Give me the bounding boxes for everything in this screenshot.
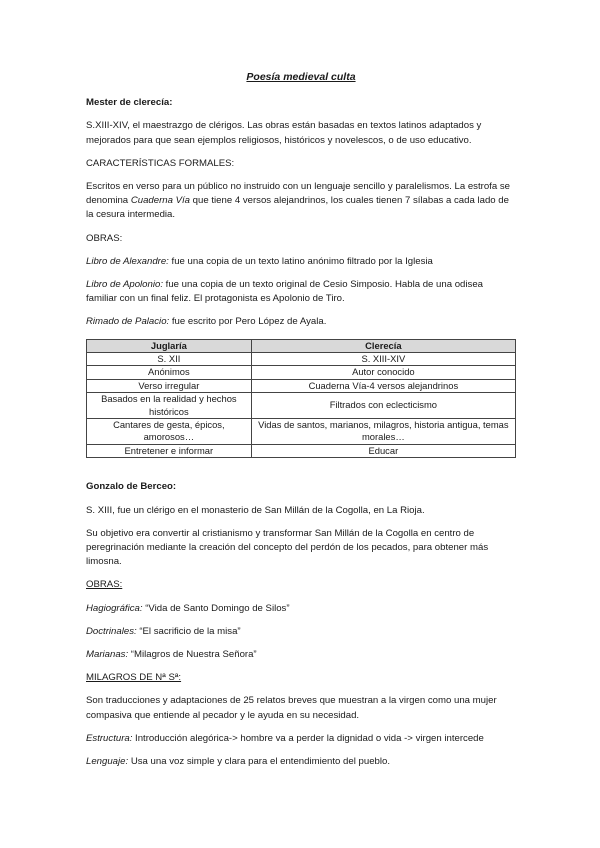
lenguaje-paragraph bbox=[86, 755, 516, 769]
berceo-obra-title: Hagiográfica: bbox=[86, 602, 143, 614]
obra-item bbox=[86, 315, 516, 329]
table-row bbox=[87, 379, 516, 392]
estructura-title: Estructura: bbox=[86, 732, 133, 744]
obras-heading: OBRAS: bbox=[86, 232, 123, 244]
mester-heading: Mester de clerecía: bbox=[86, 97, 173, 109]
table-header-row bbox=[87, 339, 516, 352]
table-row bbox=[87, 353, 516, 366]
table-cell: Autor conocido bbox=[251, 366, 515, 379]
obra-item bbox=[86, 255, 516, 269]
berceo-obra-item bbox=[86, 625, 516, 639]
table-cell: Filtrados con eclecticismo bbox=[251, 393, 515, 419]
obra-text: fue escrito por Pero López de Ayala. bbox=[169, 316, 327, 328]
caracteristicas-paragraph bbox=[86, 180, 516, 223]
table-cell: Anónimos bbox=[87, 366, 252, 379]
table-row bbox=[87, 366, 516, 379]
table-cell: Entretener e informar bbox=[87, 444, 252, 457]
berceo-obra-text: “Vida de Santo Domingo de Silos” bbox=[142, 602, 290, 614]
berceo-obras-heading: OBRAS: bbox=[86, 579, 123, 591]
berceo-obra-text: “El sacrificio de la misa” bbox=[136, 625, 241, 637]
table-cell: Educar bbox=[251, 444, 515, 457]
page-title: Poesía medieval culta bbox=[246, 71, 356, 83]
obra-text: fue una copia de un texto latino anónimo filtrado por la Iglesia bbox=[168, 255, 433, 267]
caracteristicas-text-a: Escritos en verso para un público no instruido con un lenguaje sencillo y paralelismos. La estrofa se denomina bbox=[86, 181, 510, 207]
berceo-obra-title: Doctrinales: bbox=[86, 625, 137, 637]
table-header-juglaria: Juglaría bbox=[87, 339, 252, 352]
berceo-paragraph: S. XIII, fue un clérigo en el monasterio de San Millán de la Cogolla, en La Rioja. bbox=[86, 504, 425, 516]
table-row bbox=[87, 419, 516, 445]
table-cell: S. XII bbox=[87, 353, 252, 366]
caracteristicas-heading: CARACTERÍSTICAS FORMALES: bbox=[86, 157, 235, 169]
caracteristicas-text-b: que tiene 4 versos alejandrinos, los cuales tienen 7 sílabas a cada lado de la cesura intermedia. bbox=[86, 195, 509, 221]
table-cell: S. XIII-XIV bbox=[251, 353, 515, 366]
obra-text: fue una copia de un texto original de Cesio Simposio. Habla de una odisea familiar con un final feliz. El protagonista es Apolonio de Tiro. bbox=[86, 279, 483, 305]
cuaderna-via-term: Cuaderna Vía bbox=[130, 195, 191, 207]
table-row bbox=[87, 444, 516, 457]
estructura-text: Introducción alegórica-> hombre va a perder la dignidad o vida -> virgen intercede bbox=[132, 732, 484, 744]
berceo-obra-text: “Milagros de Nuestra Señora” bbox=[128, 648, 257, 660]
lenguaje-text: Usa una voz simple y clara para el entendimiento del pueblo. bbox=[128, 755, 391, 767]
obra-title: Libro de Apolonio: bbox=[86, 279, 163, 291]
mester-intro: S.XIII-XIV, el maestrazgo de clérigos. Las obras están basadas en textos latinos adaptados y mejorados para que sean ejemplos religiosos, históricos y novelescos, o de uso educativo. bbox=[86, 120, 482, 146]
milagros-heading: MILAGROS DE Nª Sª: bbox=[86, 672, 182, 684]
milagros-paragraph: Son traducciones y adaptaciones de 25 relatos breves que muestran a la virgen como una mujer compasiva que entiende al pecador y le ayuda en su necesidad. bbox=[86, 695, 497, 721]
obra-title: Rimado de Palacio: bbox=[86, 316, 170, 328]
berceo-obra-item bbox=[86, 648, 516, 662]
berceo-paragraph: Su objetivo era convertir al cristianismo y transformar San Millán de la Cogolla en centro de peregrinación mediante la creación del concepto del perdón de los pecados, para obtener más limosna. bbox=[86, 527, 489, 568]
lenguaje-title: Lenguaje: bbox=[86, 755, 129, 767]
berceo-obra-item bbox=[86, 602, 516, 616]
table-cell: Cuaderna Vía-4 versos alejandrinos bbox=[251, 379, 515, 392]
table-cell: Cantares de gesta, épicos, amorosos… bbox=[87, 419, 252, 445]
berceo-heading: Gonzalo de Berceo: bbox=[86, 481, 177, 493]
table-row bbox=[87, 393, 516, 419]
berceo-obra-title: Marianas: bbox=[86, 648, 129, 660]
table-cell: Vidas de santos, marianos, milagros, historia antigua, temas morales… bbox=[251, 419, 515, 445]
comparison-table bbox=[86, 339, 516, 459]
estructura-paragraph bbox=[86, 732, 516, 746]
table-cell: Basados en la realidad y hechos históricos bbox=[87, 393, 252, 419]
table-cell: Verso irregular bbox=[87, 379, 252, 392]
obra-title: Libro de Alexandre: bbox=[86, 255, 169, 267]
table-header-clerecia: Clerecía bbox=[251, 339, 515, 352]
obra-item bbox=[86, 278, 516, 306]
document-content bbox=[86, 70, 516, 778]
